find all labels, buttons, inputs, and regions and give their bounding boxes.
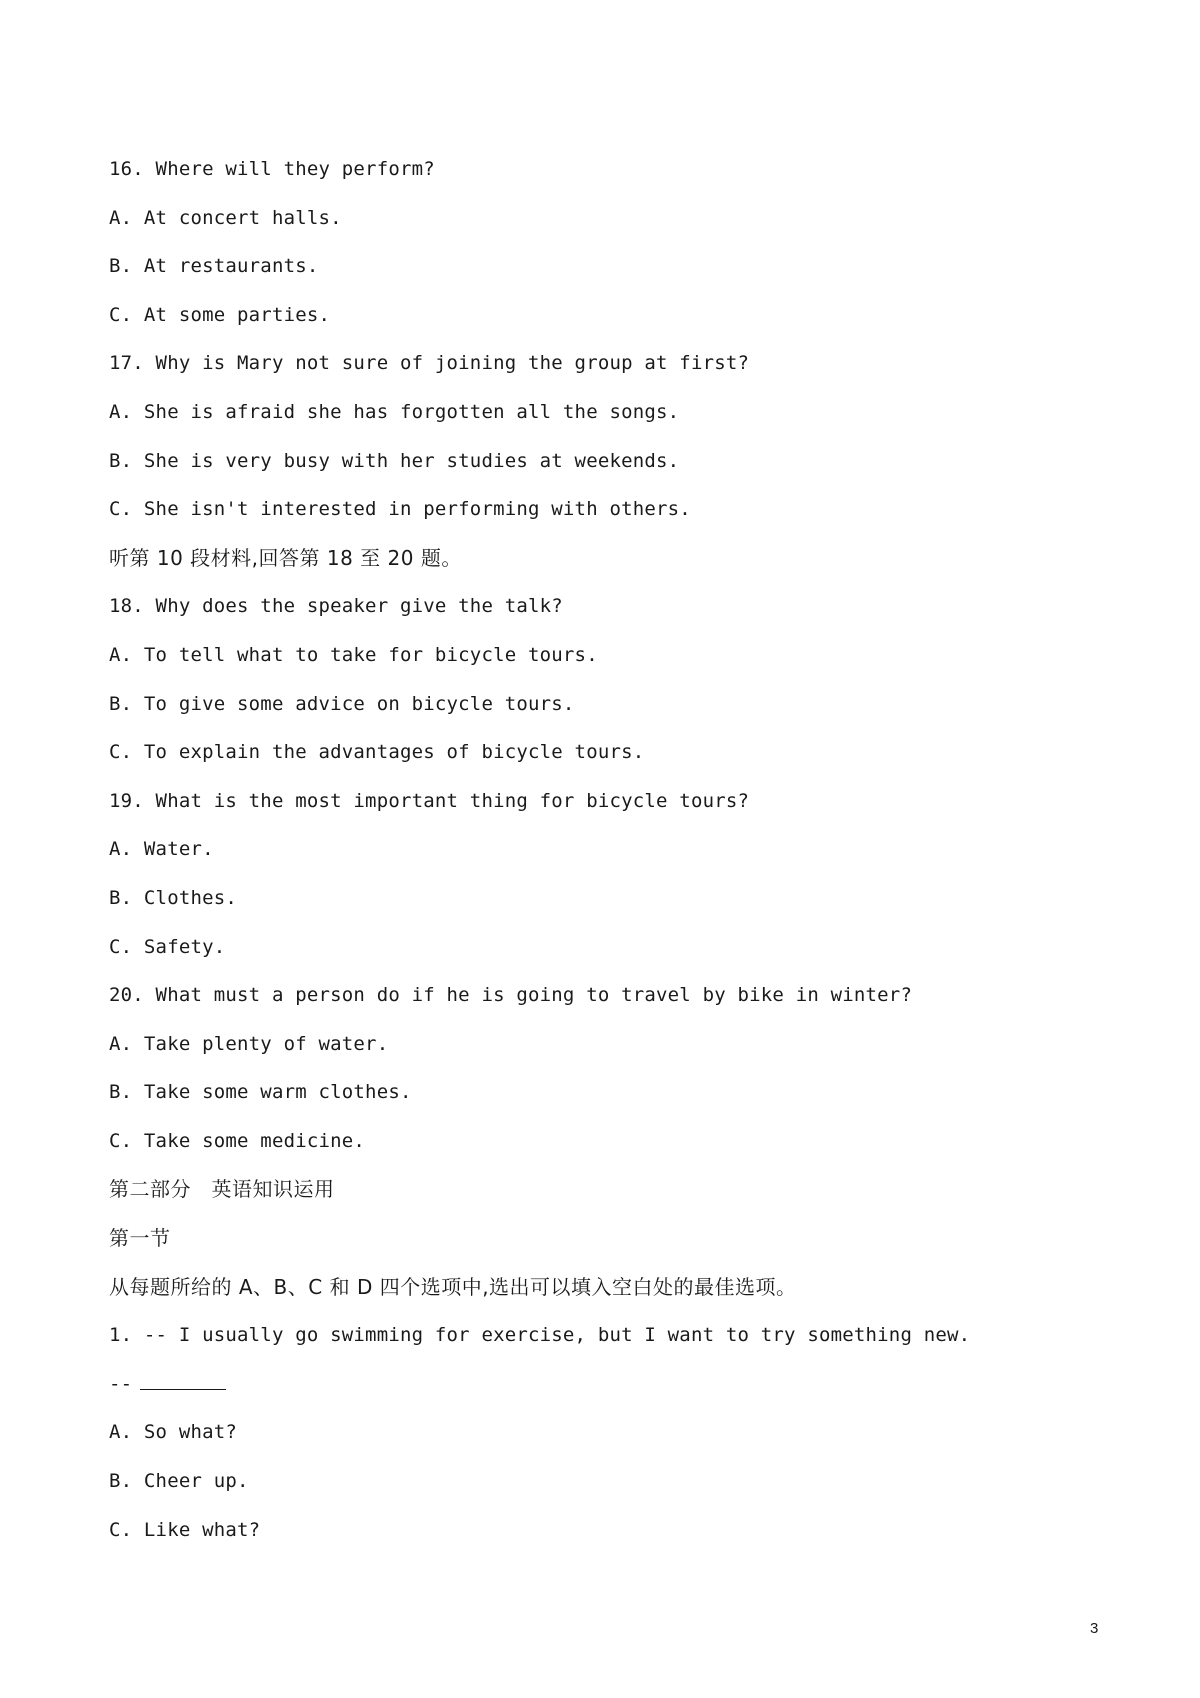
listening-instruction-10: 听第 10 段材料,回答第 18 至 20 题。: [109, 545, 462, 570]
part-2-question-1: 1. -- I usually go swimming for exercise, but I want to try something new.: [109, 1324, 971, 1347]
question-19: 19. What is the most important thing for bicycle tours?: [109, 789, 750, 812]
page-number: 3: [1090, 1620, 1099, 1637]
part-2-question-1-option-b: B. Cheer up.: [109, 1470, 249, 1493]
question-20-option-c: C. Take some medicine.: [109, 1129, 366, 1152]
part-2-heading: 第二部分 英语知识运用: [109, 1177, 335, 1202]
question-19-option-c: C. Safety.: [109, 935, 226, 958]
section-1-heading: 第一节: [109, 1226, 171, 1251]
question-19-option-a: A. Water.: [109, 838, 214, 861]
question-18-option-b: B. To give some advice on bicycle tours.: [109, 692, 575, 715]
question-16: 16. Where will they perform?: [109, 158, 435, 180]
part-2-question-1-reply: [109, 1367, 1109, 1416]
question-17-option-a: A. She is afraid she has forgotten all the songs.: [109, 400, 680, 423]
question-17-option-b: B. She is very busy with her studies at weekends.: [109, 449, 680, 472]
question-18: 18. Why does the speaker give the talk?: [109, 595, 563, 618]
reply-dashes: --: [109, 1372, 133, 1395]
question-18-option-c: C. To explain the advantages of bicycle tours.: [109, 741, 645, 764]
answer-blank: [140, 1377, 226, 1390]
question-16-option-b: B. At restaurants.: [109, 255, 319, 278]
question-20-option-b: B. Take some warm clothes.: [109, 1081, 412, 1104]
part-2-question-1-option-c: C. Like what?: [109, 1518, 261, 1541]
question-16-option-c: C. At some parties.: [109, 303, 331, 326]
question-17: 17. Why is Mary not sure of joining the group at first?: [109, 352, 750, 375]
question-19-option-b: B. Clothes.: [109, 886, 238, 909]
question-18-option-a: A. To tell what to take for bicycle tours.: [109, 643, 598, 666]
question-17-option-c: C. She isn't interested in performing with others.: [109, 498, 691, 521]
document-body: [109, 152, 1109, 1561]
question-20-option-a: A. Take plenty of water.: [109, 1032, 389, 1055]
section-1-instruction: 从每题所给的 A、B、C 和 D 四个选项中,选出可以填入空白处的最佳选项。: [109, 1274, 797, 1299]
question-20: 20. What must a person do if he is going to travel by bike in winter?: [109, 984, 913, 1007]
part-2-question-1-option-a: A. So what?: [109, 1421, 238, 1444]
question-16-option-a: A. At concert halls.: [109, 206, 342, 229]
